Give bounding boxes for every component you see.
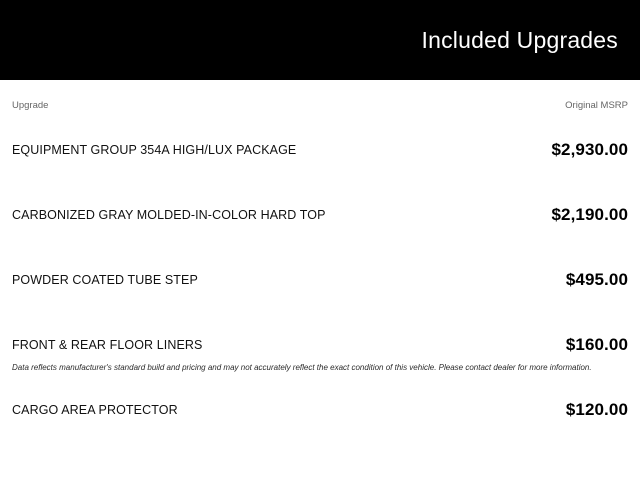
table-row (12, 117, 628, 182)
page-title: Included Upgrades (421, 26, 618, 53)
upgrade-price: $495.00 (565, 269, 628, 289)
table-header-row (12, 80, 628, 117)
disclaimer-text: Data reflects manufacturer's standard build and pricing and may not accurately reflect the exact condition of this vehicle. Please contact dealer for more information. (12, 363, 592, 372)
table-row (12, 377, 628, 442)
upgrade-name: POWDER COATED TUBE STEP (12, 272, 198, 287)
upgrade-price: $2,190.00 (551, 204, 628, 224)
table-row (12, 182, 628, 247)
upgrade-name: EQUIPMENT GROUP 354A HIGH/LUX PACKAGE (12, 142, 297, 157)
upgrade-name: CARGO AREA PROTECTOR (12, 402, 178, 417)
column-header-msrp: Original MSRP (565, 100, 628, 111)
upgrades-table (0, 80, 640, 480)
upgrade-name: FRONT & REAR FLOOR LINERS (12, 337, 203, 352)
upgrade-price: $160.00 (565, 334, 628, 354)
upgrade-price: $2,930.00 (551, 139, 628, 159)
upgrade-price: $120.00 (565, 399, 628, 419)
column-header-upgrade: Upgrade (12, 100, 49, 111)
upgrade-name: CARBONIZED GRAY MOLDED-IN-COLOR HARD TOP (12, 207, 326, 222)
table-row (12, 247, 628, 312)
page-header (0, 0, 640, 80)
